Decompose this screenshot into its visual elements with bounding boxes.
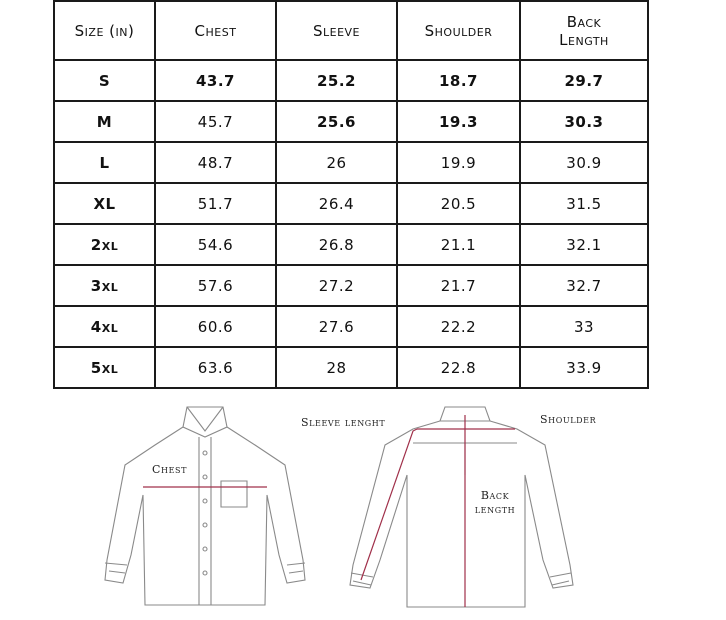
back-cell: 30.3 [520,101,648,142]
size-cell: M [54,101,155,142]
chest-cell: 57.6 [155,265,276,306]
back-cell: 30.9 [520,142,648,183]
header-shoulder: Shoulder [397,1,520,60]
chest-cell: 54.6 [155,224,276,265]
chest-cell: 45.7 [155,101,276,142]
back-cell: 29.7 [520,60,648,101]
chest-cell: 51.7 [155,183,276,224]
sleeve-cell: 25.6 [276,101,397,142]
size-cell: 2xl [54,224,155,265]
shoulder-cell: 22.8 [397,347,520,388]
back-cell: 32.7 [520,265,648,306]
header-size: Size (in) [54,1,155,60]
header-back-length [520,1,648,60]
chest-cell: 60.6 [155,306,276,347]
shoulder-label: Shoulder [540,413,597,426]
shirt-back-drawing [350,407,573,607]
sleeve-cell: 25.2 [276,60,397,101]
table-row [54,265,648,306]
sleeve-cell: 28 [276,347,397,388]
size-cell: XL [54,183,155,224]
size-cell: S [54,60,155,101]
back-length-label: Back length [474,489,516,516]
table-row [54,306,648,347]
shoulder-cell: 22.2 [397,306,520,347]
sleeve-cell: 27.2 [276,265,397,306]
table-row [54,60,648,101]
back-cell: 33.9 [520,347,648,388]
table-header-row [54,1,648,60]
header-chest: Chest [155,1,276,60]
table-row [54,224,648,265]
table-row [54,347,648,388]
header-sleeve: Sleeve [276,1,397,60]
chest-cell: 48.7 [155,142,276,183]
size-cell: 4xl [54,306,155,347]
size-cell: 5xl [54,347,155,388]
back-cell: 32.1 [520,224,648,265]
sleeve-length-label: Sleeve lenght [301,416,386,429]
table-row [54,142,648,183]
size-cell: 3xl [54,265,155,306]
sleeve-cell: 26.4 [276,183,397,224]
back-cell: 31.5 [520,183,648,224]
chest-label: Chest [152,463,188,476]
shirt-front-drawing [105,407,305,605]
size-cell: L [54,142,155,183]
shoulder-cell: 19.9 [397,142,520,183]
shoulder-cell: 21.1 [397,224,520,265]
chest-cell: 43.7 [155,60,276,101]
shoulder-cell: 19.3 [397,101,520,142]
back-cell: 33 [520,306,648,347]
table-row [54,101,648,142]
shoulder-cell: 20.5 [397,183,520,224]
sleeve-cell: 27.6 [276,306,397,347]
sleeve-cell: 26.8 [276,224,397,265]
chest-cell: 63.6 [155,347,276,388]
shoulder-cell: 21.7 [397,265,520,306]
header-back-length-label: Back Length [559,12,609,49]
size-chart-table [53,0,649,389]
table-row [54,183,648,224]
shoulder-cell: 18.7 [397,60,520,101]
sleeve-cell: 26 [276,142,397,183]
